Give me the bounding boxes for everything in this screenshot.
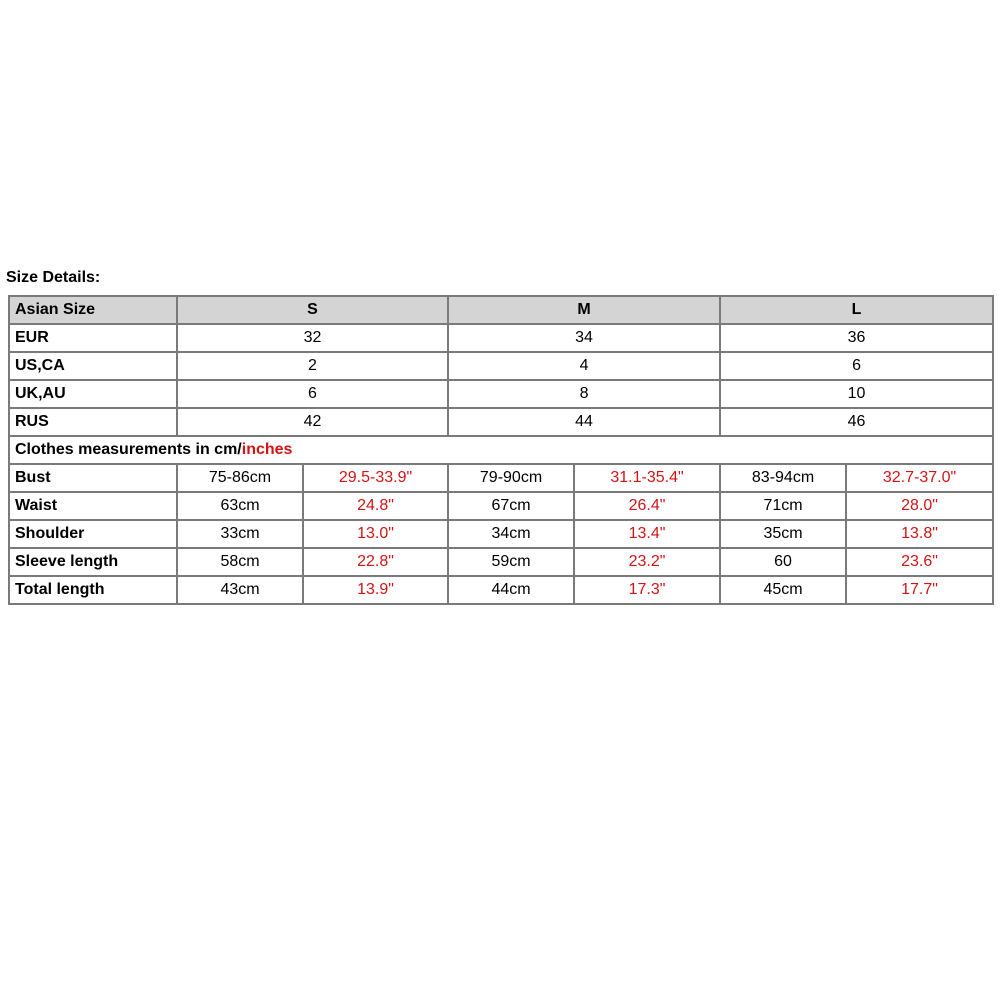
cm-cell: 34cm (448, 520, 574, 548)
size-l-header: L (720, 296, 993, 324)
inch-cell: 26.4" (574, 492, 720, 520)
inch-cell: 24.8" (303, 492, 448, 520)
cm-cell: 75-86cm (177, 464, 303, 492)
row-label: EUR (9, 324, 177, 352)
row-label: Total length (9, 576, 177, 604)
table-cell: 44 (448, 408, 720, 436)
row-label: RUS (9, 408, 177, 436)
row-label: Waist (9, 492, 177, 520)
measurements-header-row (9, 436, 993, 464)
cm-cell: 43cm (177, 576, 303, 604)
asian-size-label: Asian Size (9, 296, 177, 324)
inch-cell: 28.0" (846, 492, 993, 520)
table-cell: 34 (448, 324, 720, 352)
table-row (9, 576, 993, 604)
cm-cell: 44cm (448, 576, 574, 604)
table-cell: 6 (177, 380, 448, 408)
cm-cell: 58cm (177, 548, 303, 576)
table-cell: 4 (448, 352, 720, 380)
measurements-header (9, 436, 993, 464)
table-row (9, 324, 993, 352)
table-row (9, 464, 993, 492)
cm-cell: 71cm (720, 492, 846, 520)
table-cell: 6 (720, 352, 993, 380)
inch-cell: 22.8" (303, 548, 448, 576)
cm-cell: 63cm (177, 492, 303, 520)
cm-cell: 45cm (720, 576, 846, 604)
cm-cell: 83-94cm (720, 464, 846, 492)
table-cell: 2 (177, 352, 448, 380)
table-cell: 36 (720, 324, 993, 352)
cm-cell: 35cm (720, 520, 846, 548)
row-label: Bust (9, 464, 177, 492)
inch-cell: 17.3" (574, 576, 720, 604)
inch-cell: 23.2" (574, 548, 720, 576)
page-title: Size Details: (6, 269, 101, 286)
measurements-header-text: Clothes measurements in cm/ (15, 441, 242, 458)
table-row (9, 492, 993, 520)
inch-cell: 31.1-35.4" (574, 464, 720, 492)
size-m-header: M (448, 296, 720, 324)
row-label: Shoulder (9, 520, 177, 548)
inch-cell: 13.8" (846, 520, 993, 548)
inch-cell: 32.7-37.0" (846, 464, 993, 492)
cm-cell: 67cm (448, 492, 574, 520)
size-header-row (9, 296, 993, 324)
table-row (9, 408, 993, 436)
table-row (9, 520, 993, 548)
cm-cell: 33cm (177, 520, 303, 548)
row-label: US,CA (9, 352, 177, 380)
row-label: Sleeve length (9, 548, 177, 576)
inch-cell: 13.0" (303, 520, 448, 548)
measurements-header-inches: inches (241, 441, 293, 458)
table-row (9, 352, 993, 380)
table-cell: 8 (448, 380, 720, 408)
table-cell: 32 (177, 324, 448, 352)
cm-cell: 60 (720, 548, 846, 576)
cm-cell: 79-90cm (448, 464, 574, 492)
table-cell: 10 (720, 380, 993, 408)
table-row (9, 380, 993, 408)
table-cell: 42 (177, 408, 448, 436)
inch-cell: 13.9" (303, 576, 448, 604)
row-label: UK,AU (9, 380, 177, 408)
inch-cell: 29.5-33.9" (303, 464, 448, 492)
cm-cell: 59cm (448, 548, 574, 576)
table-cell: 46 (720, 408, 993, 436)
size-table (8, 295, 994, 605)
inch-cell: 23.6" (846, 548, 993, 576)
table-row (9, 548, 993, 576)
inch-cell: 17.7" (846, 576, 993, 604)
size-s-header: S (177, 296, 448, 324)
inch-cell: 13.4" (574, 520, 720, 548)
